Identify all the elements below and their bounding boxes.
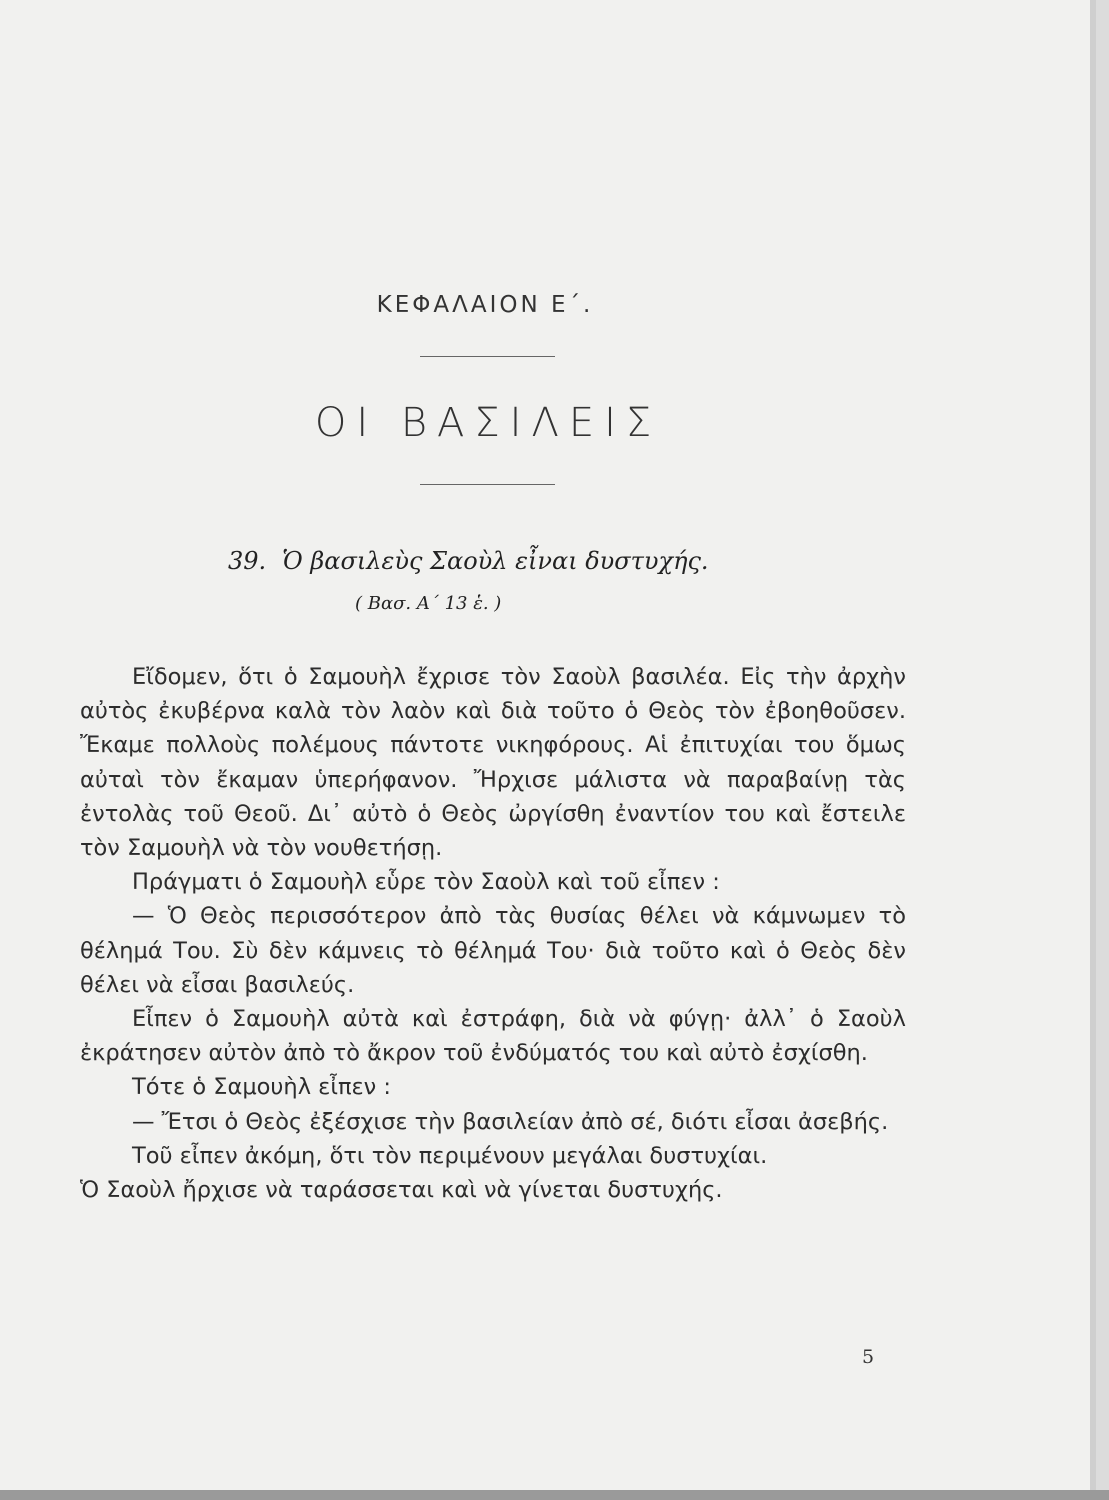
- paragraph: Τότε ὁ Σαμουὴλ εἶπεν :: [132, 1074, 391, 1101]
- paragraph: Ὁ Σαοὺλ ἤρχισε νὰ ταράσσεται καὶ νὰ γίνεται δυστυχής.: [80, 1177, 723, 1204]
- dialogue-paragraph: — Ἔτσι ὁ Θεὸς ἐξέσχισε τὴν βασιλείαν ἀπὸ σέ, διότι εἶσαι ἀσεβής.: [132, 1108, 889, 1135]
- divider-rule-top: [420, 356, 555, 357]
- section-heading: [228, 547, 709, 575]
- divider-rule-bottom: [420, 484, 555, 485]
- paragraph: Πράγματι ὁ Σαμουὴλ εὗρε τὸν Σαοὺλ καὶ τοῦ εἶπεν :: [132, 869, 720, 896]
- section-title: Ὁ βασιλεὺς Σαοὺλ εἶναι δυστυχής.: [282, 547, 709, 575]
- paragraph: Εἶπεν ὁ Σαμουὴλ αὐτὰ καὶ ἐστράφη, διὰ νὰ φύγῃ· ἀλλ᾽ ὁ Σαοὺλ ἐκράτησεν αὐτὸν ἀπὸ τὸ ἄκρον τοῦ ἐνδύματός του καὶ αὐτὸ ἐσχίσθη.: [80, 1006, 906, 1067]
- page-number: 5: [862, 1346, 875, 1368]
- paragraph: Τοῦ εἶπεν ἀκόμη, ὅτι τὸν περιμένουν μεγάλαι δυστυχίαι.: [132, 1142, 768, 1169]
- section-number: 39.: [228, 547, 267, 575]
- body-text: [80, 660, 906, 1207]
- paragraph: Εἴδομεν, ὅτι ὁ Σαμουὴλ ἔχρισε τὸν Σαοὺλ βασιλέα. Εἰς τὴν ἀρχὴν αὐτὸς ἐκυβέρνα καλὰ τὸν λαὸν καὶ διὰ τοῦτο ὁ Θεὸς τὸν ἐβοηθοῦσεν. Ἔκαμε πολλοὺς πολέμους πάντοτε νικηφόρους. Αἱ ἐπιτυχίαι του ὅμως αὐταὶ τὸν ἔκαμαν ὑπερήφανον. Ἤρχισε μάλιστα νὰ παραβαίνῃ τὰς ἐντολὰς τοῦ Θεοῦ. Δι᾽ αὐτὸ ὁ Θεὸς ὠργίσθη ἐναντίον του καὶ ἔστειλε τὸν Σαμουὴλ νὰ τὸν νουθετήσῃ.: [80, 664, 906, 862]
- scan-edge: [0, 1490, 1109, 1500]
- dialogue-paragraph: — Ὁ Θεὸς περισσότερον ἀπὸ τὰς θυσίας θέλει νὰ κάμνωμεν τὸ θέλημά Του. Σὺ δὲν κάμνεις τὸ θέλημά Του· διὰ τοῦτο καὶ ὁ Θεὸς δὲν θέλει νὰ εἶσαι βασιλεύς.: [80, 903, 906, 998]
- chapter-label: ΚΕΦΑΛΑΙΟΝ Ε΄.: [376, 292, 594, 318]
- scripture-reference: ( Βασ. Α΄ 13 ἑ. ): [355, 593, 502, 614]
- chapter-title: ΟΙ ΒΑΣΙΛΕΙΣ: [314, 400, 662, 446]
